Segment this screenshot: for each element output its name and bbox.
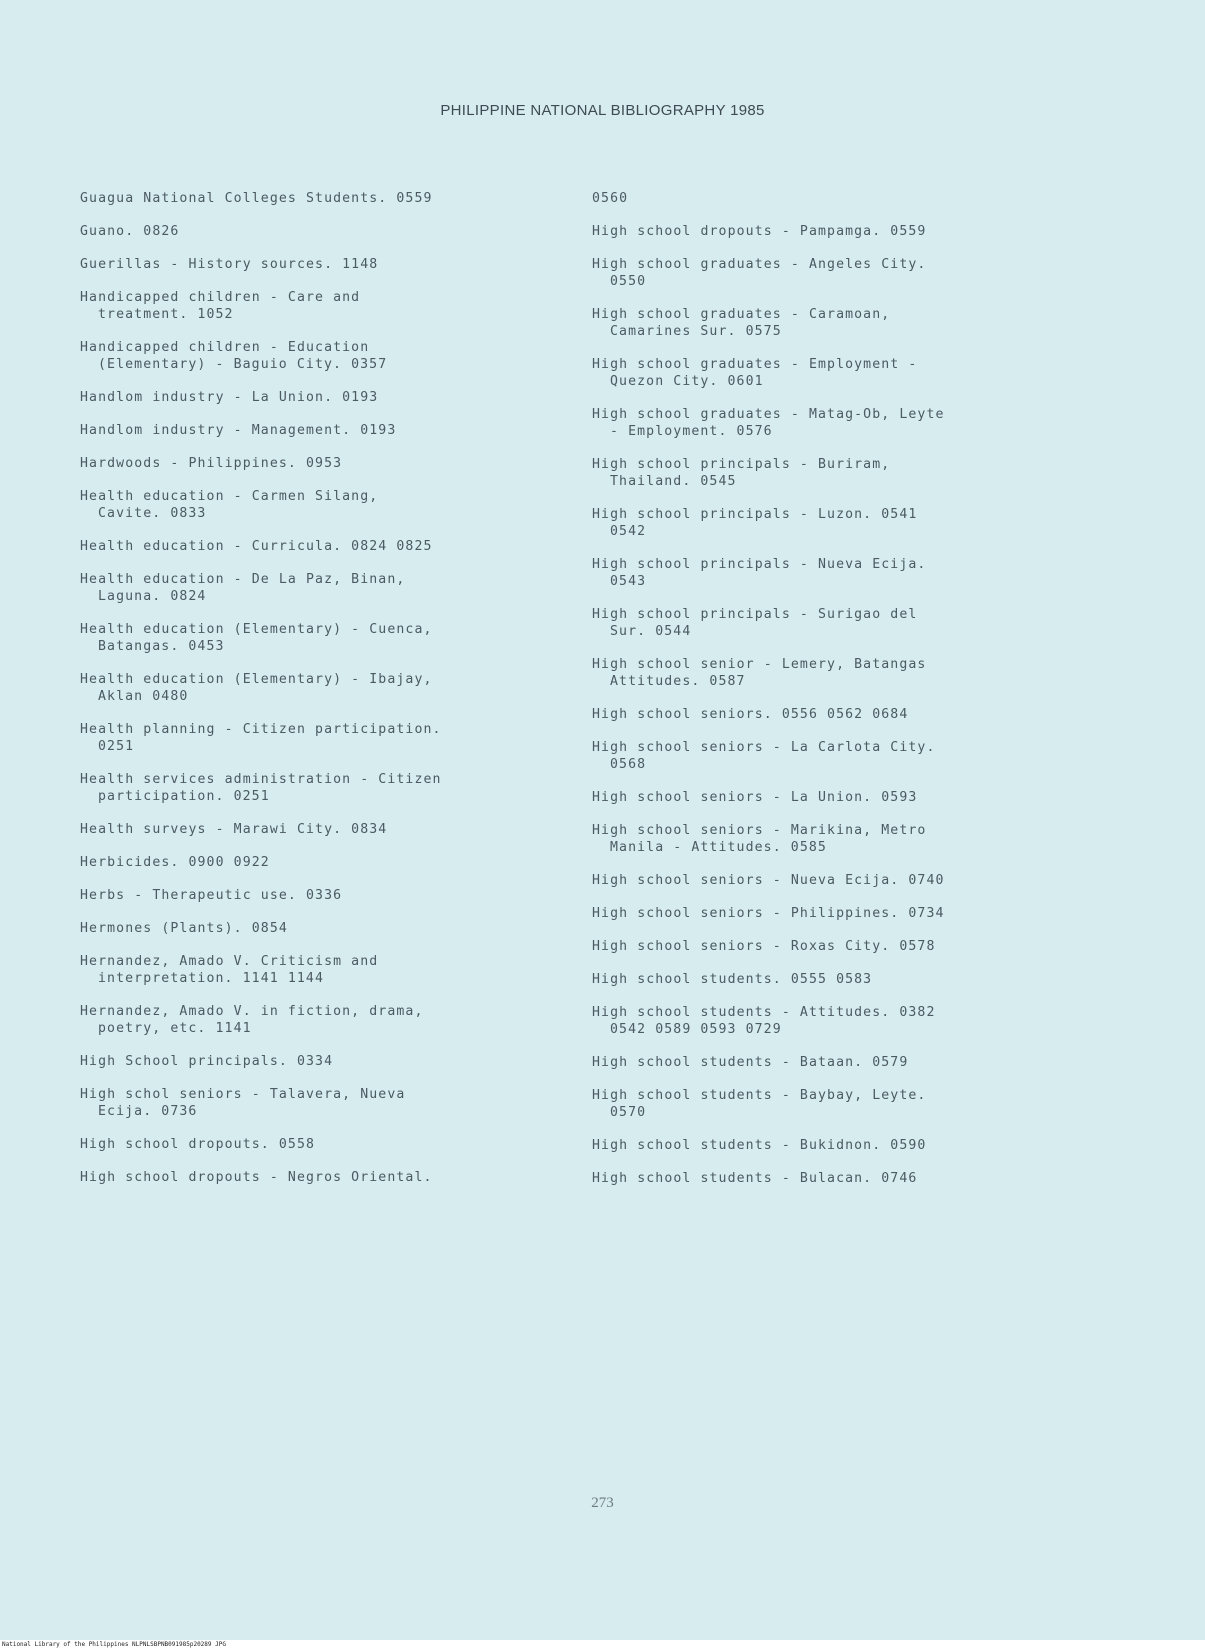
index-entry-heading: High school students. 0555 0583 (592, 972, 873, 987)
index-entry (80, 671, 560, 705)
index-entry-heading: High School principals. 0334 (80, 1054, 334, 1069)
index-entry (592, 789, 1072, 806)
right-column (592, 190, 1072, 1203)
index-entry (592, 556, 1072, 590)
index-entry (592, 1087, 1072, 1121)
index-entry-heading: Hermones (Plants). 0854 (80, 921, 288, 936)
index-entry-heading: 0560 (592, 191, 629, 206)
index-entry (592, 1137, 1072, 1154)
index-entry (80, 887, 560, 904)
index-entry-continuation: Ecija. 0736 (98, 1104, 198, 1119)
index-entry-heading: High school dropouts. 0558 (80, 1137, 316, 1152)
index-entry-heading: Health surveys - Marawi City. 0834 (80, 822, 388, 837)
index-entry (80, 571, 560, 605)
index-entry-heading: Health services administration - Citizen (80, 772, 442, 787)
index-entry-heading: Herbs - Therapeutic use. 0336 (80, 888, 343, 903)
index-entry-continuation: Aklan 0480 (98, 689, 189, 704)
index-entry (80, 538, 560, 555)
index-entry (80, 389, 560, 406)
index-entry-heading: High school students - Bulacan. 0746 (592, 1171, 918, 1186)
index-entry-heading: Guagua National Colleges Students. 0559 (80, 191, 433, 206)
index-entry-continuation: interpretation. 1141 1144 (98, 971, 324, 986)
index-entry-continuation: Quezon City. 0601 (610, 374, 764, 389)
index-entry-heading: High school seniors - Roxas City. 0578 (592, 939, 936, 954)
index-entry-continuation: 0251 (98, 739, 135, 754)
index-entry (592, 223, 1072, 240)
index-entry-continuation: Manila - Attitudes. 0585 (610, 840, 827, 855)
index-entry-heading: High school graduates - Angeles City. (592, 257, 927, 272)
index-entry (592, 1170, 1072, 1187)
index-entry (80, 821, 560, 838)
index-entry (80, 256, 560, 273)
index-entry (80, 1086, 560, 1120)
index-entry-heading: Health planning - Citizen participation. (80, 722, 442, 737)
index-entry-continuation: 0570 (610, 1105, 647, 1120)
index-entry (80, 953, 560, 987)
index-entry (592, 506, 1072, 540)
index-entry (592, 971, 1072, 988)
index-entry-heading: Handicapped children - Education (80, 340, 370, 355)
index-entry-heading: High school students - Bataan. 0579 (592, 1055, 909, 1070)
index-entry-continuation: Batangas. 0453 (98, 639, 225, 654)
index-entry (592, 1004, 1072, 1038)
index-entry-continuation: Cavite. 0833 (98, 506, 207, 521)
index-entry-heading: High school students - Bukidnon. 0590 (592, 1138, 927, 1153)
index-entry-continuation: treatment. 1052 (98, 307, 234, 322)
index-entry (592, 656, 1072, 690)
index-entry (80, 1053, 560, 1070)
index-entry-heading: Guerillas - History sources. 1148 (80, 257, 379, 272)
index-entry-continuation: (Elementary) - Baguio City. 0357 (98, 357, 388, 372)
index-entry (592, 872, 1072, 889)
index-entry-continuation: Laguna. 0824 (98, 589, 207, 604)
index-entry-heading: Guano. 0826 (80, 224, 180, 239)
index-entry-continuation: 0550 (610, 274, 647, 289)
index-entry (592, 456, 1072, 490)
index-entry (80, 422, 560, 439)
index-entry-heading: High school graduates - Caramoan, (592, 307, 891, 322)
index-entry-heading: High school dropouts - Pampamga. 0559 (592, 224, 927, 239)
index-entry (592, 190, 1072, 207)
index-entry (592, 356, 1072, 390)
index-entry (80, 1136, 560, 1153)
index-entry (80, 920, 560, 937)
left-column (80, 190, 560, 1202)
index-entry (592, 822, 1072, 856)
index-entry (80, 289, 560, 323)
index-entry-heading: High school students - Baybay, Leyte. (592, 1088, 927, 1103)
page-number: 273 (591, 1495, 614, 1511)
index-entry (592, 256, 1072, 290)
index-entry-continuation: poetry, etc. 1141 (98, 1021, 252, 1036)
index-entry (80, 339, 560, 373)
index-entry-heading: Handicapped children - Care and (80, 290, 361, 305)
index-entry-continuation: 0542 0589 0593 0729 (610, 1022, 782, 1037)
index-entry-heading: High school graduates - Matag-Ob, Leyte (592, 407, 945, 422)
index-entry-heading: High school graduates - Employment - (592, 357, 918, 372)
index-entry-heading: High school seniors - Philippines. 0734 (592, 906, 945, 921)
index-entry (592, 1054, 1072, 1071)
index-entry-continuation: 0568 (610, 757, 647, 772)
index-entry-continuation: - Employment. 0576 (610, 424, 773, 439)
index-entry (80, 190, 560, 207)
index-entry-heading: Health education (Elementary) - Cuenca, (80, 622, 433, 637)
index-entry-heading: Hernandez, Amado V. Criticism and (80, 954, 379, 969)
index-entry (80, 1003, 560, 1037)
index-entry (80, 721, 560, 755)
index-entry (592, 406, 1072, 440)
index-entry-heading: Handlom industry - Management. 0193 (80, 423, 397, 438)
index-entry-heading: High school seniors - Nueva Ecija. 0740 (592, 873, 945, 888)
index-entry-continuation: 0542 (610, 524, 647, 539)
page-title: PHILIPPINE NATIONAL BIBLIOGRAPHY 1985 (440, 102, 765, 119)
index-entry-continuation: participation. 0251 (98, 789, 270, 804)
index-entry (592, 306, 1072, 340)
index-entry-heading: High school principals - Luzon. 0541 (592, 507, 918, 522)
index-entry (80, 621, 560, 655)
index-entry-heading: High school seniors - La Union. 0593 (592, 790, 918, 805)
index-entry-heading: High schol seniors - Talavera, Nueva (80, 1087, 406, 1102)
index-entry (80, 771, 560, 805)
index-entry (80, 854, 560, 871)
index-entry (592, 905, 1072, 922)
index-entry-heading: Herbicides. 0900 0922 (80, 855, 270, 870)
index-entry-heading: High school dropouts - Negros Oriental. (80, 1170, 433, 1185)
index-entry (592, 739, 1072, 773)
index-entry (80, 223, 560, 240)
index-entry (592, 938, 1072, 955)
index-entry-heading: Hernandez, Amado V. in fiction, drama, (80, 1004, 424, 1019)
index-entry-heading: Health education - De La Paz, Binan, (80, 572, 406, 587)
index-entry-heading: Health education (Elementary) - Ibajay, (80, 672, 433, 687)
index-entry-heading: Hardwoods - Philippines. 0953 (80, 456, 343, 471)
index-entry-continuation: Camarines Sur. 0575 (610, 324, 782, 339)
index-entry-heading: High school principals - Buriram, (592, 457, 891, 472)
index-entry (80, 488, 560, 522)
index-entry-heading: High school principals - Surigao del (592, 607, 918, 622)
index-entry-heading: High school senior - Lemery, Batangas (592, 657, 927, 672)
index-entry (80, 1169, 560, 1186)
index-entry-heading: Health education - Curricula. 0824 0825 (80, 539, 433, 554)
index-entry-heading: Handlom industry - La Union. 0193 (80, 390, 379, 405)
index-entry (80, 455, 560, 472)
index-entry (592, 606, 1072, 640)
index-entry-heading: High school seniors - La Carlota City. (592, 740, 936, 755)
index-entry-continuation: Sur. 0544 (610, 624, 692, 639)
index-entry (592, 706, 1072, 723)
footer-credit: National Library of the Philippines NLPNLSBPNB091985p20289 JPG (0, 1640, 1205, 1650)
index-entry-continuation: 0543 (610, 574, 647, 589)
index-entry-continuation: Attitudes. 0587 (610, 674, 746, 689)
index-entry-heading: Health education - Carmen Silang, (80, 489, 379, 504)
index-entry-continuation: Thailand. 0545 (610, 474, 737, 489)
index-entry-heading: High school seniors - Marikina, Metro (592, 823, 927, 838)
index-entry-heading: High school principals - Nueva Ecija. (592, 557, 927, 572)
index-entry-heading: High school seniors. 0556 0562 0684 (592, 707, 909, 722)
index-entry-heading: High school students - Attitudes. 0382 (592, 1005, 936, 1020)
